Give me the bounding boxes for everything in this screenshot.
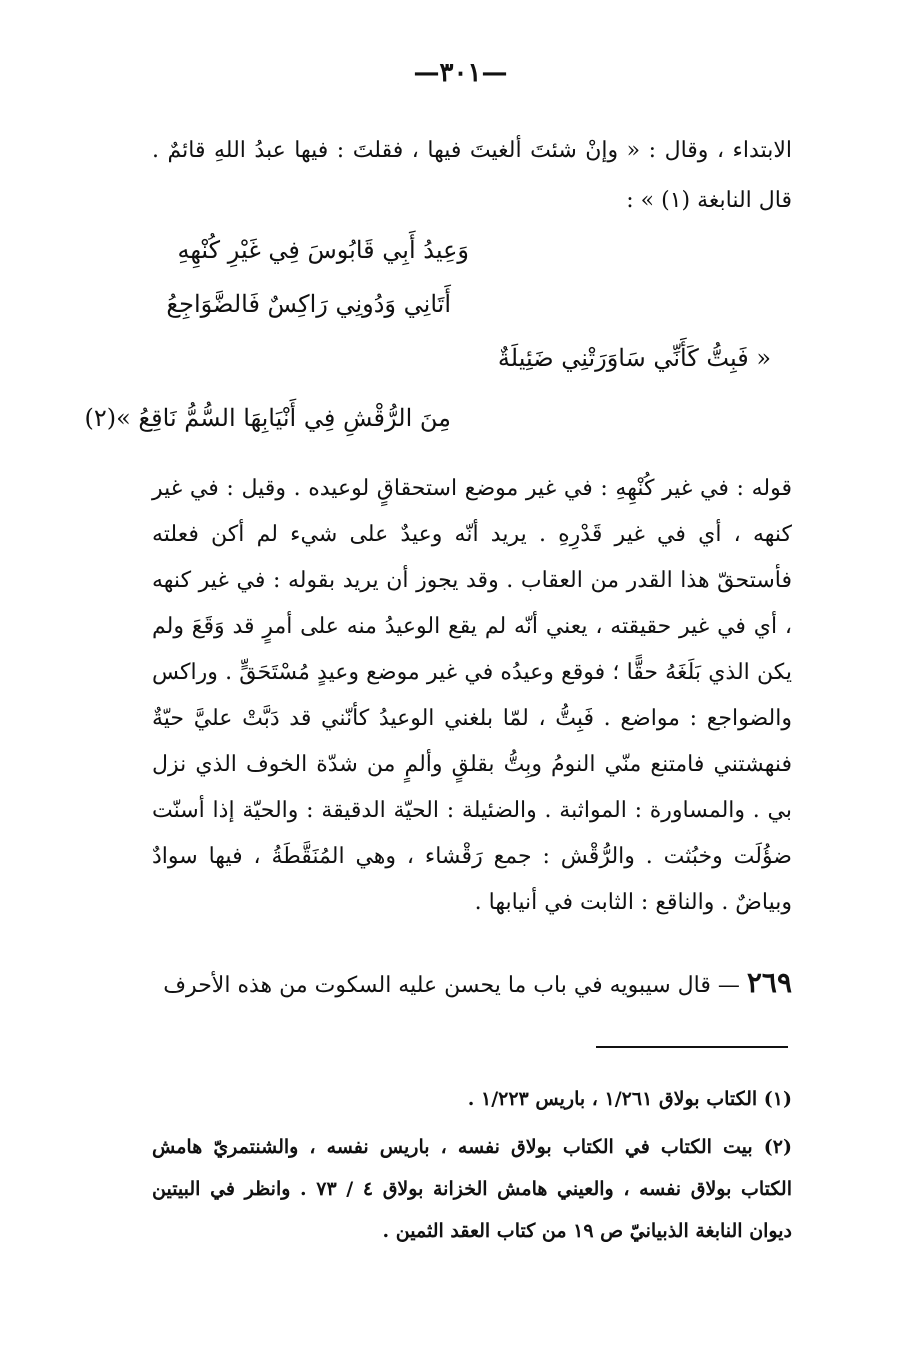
verse-line-3: « فَبِتُّ كَأَنِّي سَاوَرَتْنِي ضَئِيلَةٌ (497, 344, 771, 372)
page-number: —٣٠١— (413, 58, 508, 88)
verse-line-2: أَتَانِي وَدُونِي رَاكِسٌ فَالضَّوَاجِعُ (166, 290, 451, 318)
verse-line-1: وَعِيدُ أَبِي قَابُوسَ فِي غَيْرِ كُنْهِهِ (177, 236, 469, 264)
footnote-2: (٢) بيت الكتاب في الكتاب بولاق نفسه ، باريس نفسه ، والشنتمريّ هامش الكتاب بولاق نفسه ، والعيني هامش الخزانة بولاق ٤ / ٧٣ . وانظر في البيتين ديوان النابغة الذبيانيّ ص ١٩ من كتاب العقد الثمين . (152, 1136, 792, 1242)
commentary-paragraph: قوله : في غير كُنْهِهِ : في غير موضع استحقاقٍ لوعيده . وقيل : في غير كنهه ، أي في غير قَدْرِهِ . يريد أنّه وعيدٌ على شيء لم أكن فعلته فأستحقّ هذا القدر من العقاب . وقد يجوز أن يريد بقوله : في غير كنهه ، أي في غير حقيقته ، يعني أنّه لم يقع الوعيدُ منه على أمرٍ قد وَقَعَ ولم يكن الذي بَلَغَهُ حقًّا ؛ فوقع وعيدُه في غير موضع وعيدٍ مُسْتَحَقٍّ . وراكس والضواجع : مواضع . فَبِتُّ ، لمّا بلغني الوعيدُ كأنّني قد دَبَّتْ عليَّ حيّةٌ فنهشتني فامتنع منّي النومُ وبِتُّ بقلقٍ وألمٍ من شدّة الخوف الذي نزل بي . والمساورة : المواثبة . والضئيلة : الحيّة الدقيقة : والحيّة إذا أسنّت ضؤُلَت وخبُثت . والرُّقْش : جمع رَقْشاء ، وهي المُنَقَّطَةُ ، فيها سوادٌ وبياضٌ . والناقع : الثابت في أنيابها . (152, 476, 792, 915)
entry-text: — قال سيبويه في باب ما يحسن عليه السكوت من هذه الأحرف (163, 973, 740, 998)
footnote-1: (١) الكتاب بولاق ١/٢٦١ ، باريس ١/٢٢٣ . (467, 1088, 792, 1110)
entry-heading (152, 966, 792, 999)
entry-number: ٢٦٩ (746, 966, 792, 999)
commentary (152, 466, 792, 926)
verse-line-4: مِنَ الرُّقْشِ فِي أَنْيَابِهَا السُّمُّ نَاقِعُ »(٢) (84, 404, 451, 432)
footnotes (152, 1078, 792, 1258)
footnote-divider (596, 1046, 788, 1048)
intro-paragraph: الابتداء ، وقال : « وإنْ شئتَ ألغيتَ فيها ، فقلتَ : فيها عبدُ اللهِ قائمٌ . قال النابغة (١) » : (152, 138, 792, 213)
